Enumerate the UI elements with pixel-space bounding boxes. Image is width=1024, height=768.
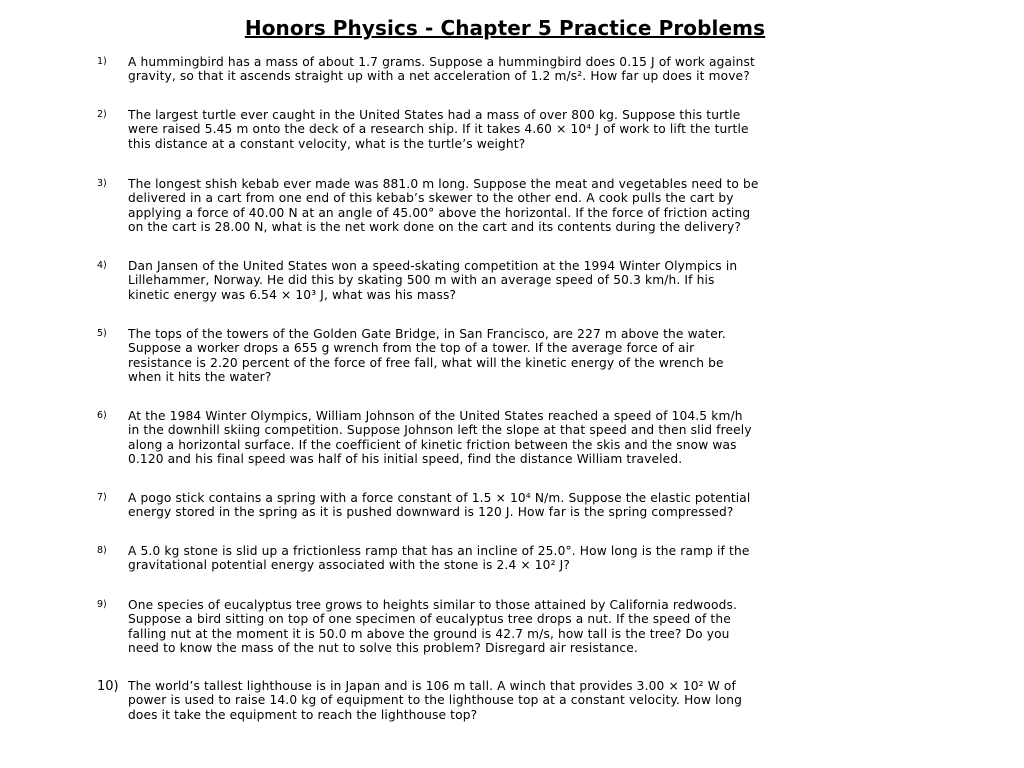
problem-line: One species of eucalyptus tree grows to heights similar to those attained by California redwoods.: [128, 598, 738, 612]
problem-number: 5): [97, 328, 107, 339]
problem-line: gravity, so that it ascends straight up with a net acceleration of 1.2 m/s². How far up does it move?: [128, 69, 750, 84]
problem-text: [128, 259, 954, 302]
problem-number: 7): [97, 492, 107, 503]
problem-line: A pogo stick contains a spring with a force constant of 1.5 × 10⁴ N/m. Suppose the elastic potential: [128, 491, 751, 505]
problem-line: The world’s tallest lighthouse is in Japan and is 106 m tall. A winch that provides 3.00 × 10² W of: [128, 679, 736, 693]
problem-line: The longest shish kebab ever made was 881.0 m long. Suppose the meat and vegetables need to be: [128, 177, 759, 191]
problem-number: 6): [97, 410, 107, 421]
problem-number: 2): [97, 109, 107, 120]
problem-number: 1): [97, 56, 107, 67]
problem-number: 8): [97, 545, 107, 556]
problem-text: [128, 177, 954, 235]
problem-line: applying a force of 40.00 N at an angle of 45.00° above the horizontal. If the force of friction acting: [128, 205, 751, 220]
problem-line: this distance at a constant velocity, what is the turtle’s weight?: [128, 136, 526, 151]
problem-line: on the cart is 28.00 N, what is the net work done on the cart and its contents during the delivery?: [128, 220, 741, 235]
problem-number: 3): [97, 178, 107, 189]
problem-line: delivered in a cart from one end of this kebab’s skewer to the other end. A cook pulls the cart by: [128, 191, 734, 206]
problem-line: in the downhill skiing competition. Suppose Johnson left the slope at that speed and then slid freely: [128, 423, 752, 438]
problem-line: when it hits the water?: [128, 370, 272, 385]
problem-text: [128, 327, 954, 385]
problem-text: [128, 598, 954, 656]
problem-line: need to know the mass of the nut to solve this problem? Disregard air resistance.: [128, 641, 638, 656]
problem-line: gravitational potential energy associated with the stone is 2.4 × 10² J?: [128, 558, 570, 573]
problem-line: At the 1984 Winter Olympics, William Johnson of the United States reached a speed of 104.5 km/h: [128, 409, 743, 423]
problem-line: The largest turtle ever caught in the United States had a mass of over 800 kg. Suppose this turtle: [128, 108, 741, 122]
problem-text: [128, 409, 954, 467]
problem-line: kinetic energy was 6.54 × 10³ J, what was his mass?: [128, 287, 457, 302]
problem-line: A 5.0 kg stone is slid up a frictionless ramp that has an incline of 25.0°. How long is the ramp if the: [128, 544, 750, 558]
problem-line: energy stored in the spring as it is pushed downward is 120 J. How far is the spring compressed?: [128, 505, 734, 520]
problem-line: Suppose a bird sitting on top of one specimen of eucalyptus tree drops a nut. If the speed of the: [128, 612, 731, 627]
problem-line: falling nut at the moment it is 50.0 m above the ground is 42.7 m/s, how tall is the tree? Do you: [128, 626, 730, 641]
problem-line: were raised 5.45 m onto the deck of a research ship. If it takes 4.60 × 10⁴ J of work to lift the turtle: [128, 122, 749, 137]
problem-line: along a horizontal surface. If the coefficient of kinetic friction between the skis and the snow was: [128, 437, 737, 452]
problem-text: [128, 55, 954, 84]
problem-number: 4): [97, 260, 107, 271]
problem-line: Lillehammer, Norway. He did this by skating 500 m with an average speed of 50.3 km/h. If his: [128, 273, 715, 288]
problem-number: 10): [97, 679, 119, 694]
problem-text: [128, 108, 954, 151]
problem-text: [128, 544, 954, 573]
problem-text: [128, 679, 954, 722]
problem-line: 0.120 and his final speed was half of his initial speed, find the distance William traveled.: [128, 452, 683, 467]
problem-number: 9): [97, 599, 107, 610]
problem-line: does it take the equipment to reach the lighthouse top?: [128, 707, 478, 722]
problem-line: resistance is 2.20 percent of the force of free fall, what will the kinetic energy of the wrench be: [128, 355, 724, 370]
problem-line: The tops of the towers of the Golden Gate Bridge, in San Francisco, are 227 m above the water.: [128, 327, 726, 341]
page-title: Honors Physics - Chapter 5 Practice Problems: [244, 16, 766, 40]
problem-line: A hummingbird has a mass of about 1.7 grams. Suppose a hummingbird does 0.15 J of work against: [128, 55, 755, 69]
problem-text: [128, 491, 954, 520]
problem-line: power is used to raise 14.0 kg of equipment to the lighthouse top at a constant velocity. How long: [128, 693, 743, 708]
problem-line: Dan Jansen of the United States won a speed-skating competition at the 1994 Winter Olympics in: [128, 259, 738, 273]
problem-line: Suppose a worker drops a 655 g wrench from the top of a tower. If the average force of air: [128, 341, 695, 356]
